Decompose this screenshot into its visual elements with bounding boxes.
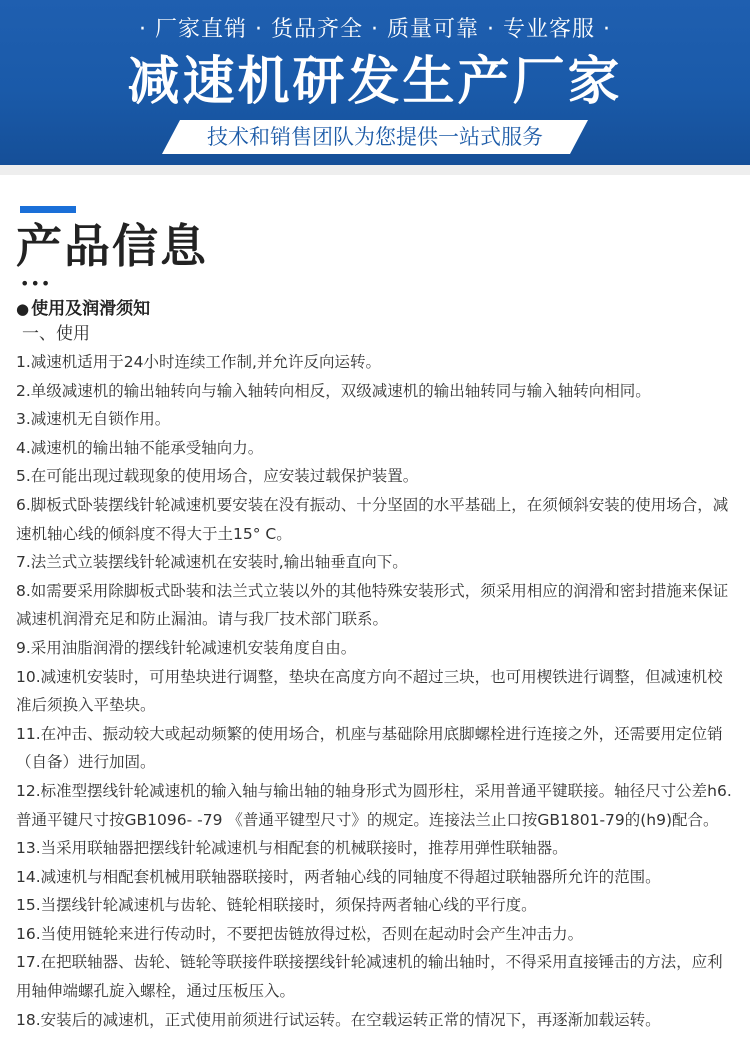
notice-item: 11.在冲击、振动较大或起动频繁的使用场合，机座与基础除用底脚螺栓进行连接之外，还需要用定位销（自备）进行加固。 (16, 724, 723, 772)
header-banner (0, 0, 750, 165)
notice-item: 9.采用油脂润滑的摆线针轮减速机安装角度自由。 (16, 638, 357, 657)
notice-item: 5.在可能出现过载现象的使用场合，应安装过载保护装置。 (16, 467, 419, 486)
notice-item: 15.当摆线针轮减速机与齿轮、链轮相联接时，须保持两者轴心线的平行度。 (16, 896, 537, 915)
notice-item: 2.单级减速机的输出轴转向与输入轴转向相反，双级减速机的输出轴转同与输入轴转向相同。 (16, 381, 651, 400)
section-dots: ••• (20, 274, 52, 293)
notice-heading (16, 296, 738, 322)
notice-item: 18.安装后的减速机，正式使用前须进行试运转。在空载运转正常的情况下，再逐渐加载运转。 (16, 1010, 661, 1029)
section-title: 产品信息 (16, 219, 208, 273)
notice-item: 1.减速机适用于24小时连续工作制,并允许反向运转。 (16, 353, 381, 371)
banner-title: 减速机研发生产厂家 (127, 52, 623, 112)
notice-item: 14.减速机与相配套机械用联轴器联接时，两者轴心线的同轴度不得超过联轴器所允许的范围。 (16, 867, 661, 886)
notice-item: 8.如需要采用除脚板式卧装和法兰式立装以外的其他特殊安装形式，须采用相应的润滑和密封措施来保证减速机润滑充足和防止漏油。请与我厂技术部门联系。 (16, 581, 729, 629)
banner-subtitle: 技术和销售团队为您提供一站式服务 (207, 125, 543, 149)
notice-content (16, 296, 738, 1034)
notice-item: 7.法兰式立装摆线针轮减速机在安装时,输出轴垂直向下。 (16, 553, 408, 572)
section-divider (0, 165, 750, 175)
notice-heading-text: 使用及润滑须知 (31, 299, 151, 319)
bullet-icon: ● (16, 300, 30, 318)
notice-item: 16.当使用链轮来进行传动时，不要把齿链放得过松，否则在起动时会产生冲击力。 (16, 924, 584, 943)
banner-slogan: · 厂家直销 · 货品齐全 · 质量可靠 · 专业客服 · (139, 17, 611, 42)
notice-items (16, 348, 738, 1034)
notice-item: 4.减速机的输出轴不能承受轴向力。 (16, 438, 264, 457)
banner-subtitle-ribbon (162, 120, 588, 154)
notice-item: 13.当采用联轴器把摆线针轮减速机与相配套的机械联接时，推荐用弹性联轴器。 (16, 839, 568, 858)
section-accent-bar (20, 206, 76, 213)
notice-item: 6.脚板式卧装摆线针轮减速机要安装在没有振动、十分坚固的水平基础上，在须倾斜安装的使用场合，减速机轴心线的倾斜度不得大于土15° C。 (16, 495, 729, 543)
notice-item: 10.减速机安装时，可用垫块进行调整，垫块在高度方向不超过三块，也可用楔铁进行调整，但减速机校准后须换入平垫块。 (16, 667, 723, 715)
notice-item: 3.减速机无自锁作用。 (16, 410, 171, 429)
notice-item: 17.在把联轴器、齿轮、链轮等联接件联接摆线针轮减速机的输出轴时，不得采用直接锤击的方法，应利用轴伸端螺孔旋入螺栓，通过压板压入。 (16, 953, 723, 1001)
part-title: 一、使用 (22, 324, 90, 344)
notice-item: 12.标准型摆线针轮减速机的输入轴与输出轴的轴身形式为圆形柱，采用普通平键联接。轴径尺寸公差h6.普通平键尺寸按GB1096- -79 《普通平键型尺寸》的规定。连接法兰止口按GB1801-79的(h9)配合。 (16, 781, 732, 829)
